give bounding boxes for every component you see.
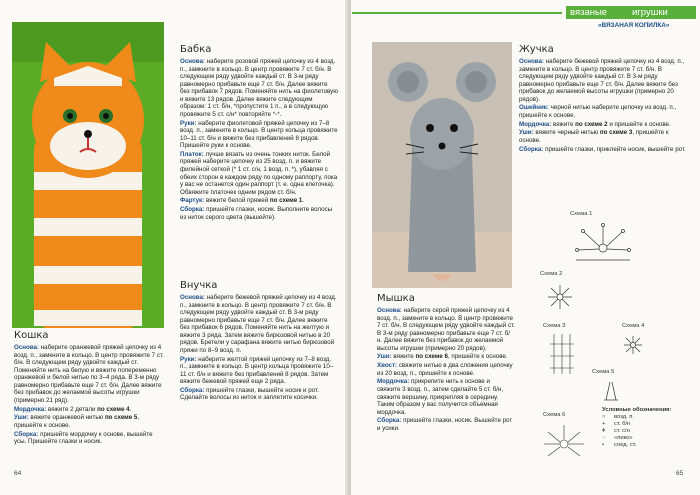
scheme-1-label: Схема 1 — [570, 211, 593, 217]
scheme-5-diagram — [600, 378, 622, 402]
picot-symbol-icon: ◌ — [602, 435, 606, 441]
myshka-sborka: Сборка: пришейте глазки, носик. Вышейте рот и усики. — [377, 417, 513, 432]
zhuchka-sborka: Сборка: пришейте глазки, приклейте носик, вышейте рот. — [519, 145, 686, 153]
myshka-mord: Мордочка: прикрепите нить к основе и свяжите 3 возд. п., затем сделайте 5 ст. б/н, свяжите вершину, прикрепляя в середину. Таким образом у вас получится объемная мордочка. — [377, 378, 504, 416]
babka-fartuk: Фартук: вяжите белой пряжей по схеме 1. — [180, 197, 305, 205]
zhuchka-title: Жучка — [519, 44, 554, 55]
babka-ruki: Руки: наберите фиолетовой пряжей цепочку из 7–8 возд. п., замкните в кольцо. В центр кольца провяжите 10–11 ст. б/н и вяжите без прибавлений 8 рядов. Пришейте руки к основе. — [180, 119, 338, 150]
vnuchka-sborka: Сборка: пришейте глазки, вышейте носик и рот. Сделайте волосы из ниток и заплетите косички. — [180, 386, 319, 402]
vnuchka-ruki: Руки: наберите желтой пряжей цепочку из 7–8 возд. п., замкните в кольцо. В центр кольца провяжите 10–11 ст. б/н и вяжите без прибавлений 8 рядов. Затем вяжите бежевой пряжей еще 2 ряда. — [180, 355, 334, 386]
koshka-ushi: Уши: вяжите оранжевой нитью по схеме 5, пришейте к основе. — [14, 414, 140, 429]
babka-sborka: Сборка: пришейте глазки, носик. Выполните волосы из ниток серого цвета (вышейте). — [180, 206, 333, 221]
scheme-2-label: Схема 2 — [540, 271, 563, 277]
zhuchka-mord: Мордочка: вяжите по схеме 2 и пришейте к основе. — [519, 120, 671, 128]
scheme-6-diagram — [540, 422, 588, 462]
koshka-title: Кошка — [14, 330, 49, 341]
legend-item: ○ возд. п. — [602, 414, 635, 420]
myshka-osnova: Основа: наберите серой пряжей цепочку из 4 возд. п., замкните в кольцо. В центр провяжите 7 ст. б/н. В следующем ряду удвойте каждый ст. В 3-м ряду равномерно прибавьте еще 7 ст. б/н. Далее вяжите без прибавок до желаемой высоты игрушки (примерно 20 рядов). — [377, 307, 515, 352]
scheme-2-diagram — [545, 282, 575, 312]
left-page — [0, 0, 349, 495]
page-number-right: 65 — [676, 470, 684, 477]
slip-stitch-symbol-icon: • — [602, 442, 605, 448]
babka-osnova: Основа: наберите розовой пряжей цепочку из 4 возд. п., замкните в кольцо. В центр провяжите 7 ст. б/н. В следующем ряду удвойте каждый ст. В 3-м ряду равномерно прибавьте еще 7 ст. б/н. Далее вяжите без прибавок 7 рядов. Поменяйте нить на фиолетовую и вяжите 13 рядов. Далее вяжите следующим образом: 1 ст. б/н, *пропустите 1 п., а в следующую провяжите 5 ст. с/н* повторяйте *-*. — [180, 58, 338, 118]
dc-symbol-icon: ǂ — [602, 428, 606, 434]
koshka-sborka: Сборка: пришейте мордочку к основе, вышейте усы. Пришейте глазки и носик. — [14, 430, 153, 446]
myshka-title: Мышка — [377, 293, 415, 304]
vnuchka-osnova: Основа: наберите бежевой пряжей цепочку из 4 возд. п., замкните в кольцо. В центр провяжите 7 ст. б/н. В следующем ряду удвойте каждый ст. В 3-м ряду равномерно прибавьте еще 7 ст. б/н. Далее вяжите без прибавок 6 рядов. Поменяйте нить на желтую и вяжите 3 ряда. Затем вяжите бирюзовой нитью в 20 рядов. Бретели у сарафана вяжите нитью бирюзовой пряжи по 8–9 возд. п. — [180, 294, 337, 354]
scheme-6-label: Схема 6 — [543, 412, 566, 418]
header-word-2: игрушки — [628, 6, 696, 19]
page-number-left: 64 — [14, 470, 22, 477]
sc-symbol-icon: + — [602, 421, 606, 427]
myshka-ushi: Уши: вяжите по схеме 6, пришейте к основе. — [377, 353, 508, 361]
babka-section — [180, 44, 338, 222]
legend-title: Условные обозначения: — [602, 407, 672, 413]
legend-item: + ст. б/н — [602, 421, 631, 427]
babka-platok: Платок: лучше вязать из очень тонких ниток. Белой пряжей наберите цепочку из 25 возд. п. и вяжите филейной сеткой (* 1 ст. с/н, 1 возд. п. *), убавляя с обеих сторон в каждом ряду по одному раппорту, пока у вас не останется один раппорт (т. е. одна клеточка). Обвяжите платочек одним рядом ст. б/н. — [180, 150, 338, 196]
mouse-toy-photo — [372, 42, 512, 288]
header-subtitle: «ВЯЗАНАЯ КОПИЛКА» — [598, 22, 670, 29]
scheme-1-diagram — [568, 220, 638, 268]
zhuchka-osheynik: Ошейник: черной нитью наберите цепочку из возд. п., пришейте к основе. — [519, 104, 677, 120]
chain-symbol-icon: ○ — [602, 414, 606, 420]
legend-item: ǂ ст. с/н — [602, 428, 630, 434]
scheme-4-label: Схема 4 — [622, 323, 645, 329]
header-rule — [352, 12, 562, 14]
scheme-5-label: Схема 5 — [592, 369, 615, 375]
zhuchka-ushi: Уши: вяжите черный нитью по схеме 3, пришейте к основе. — [519, 129, 669, 145]
vnuchka-section — [180, 280, 338, 403]
koshka-section — [14, 330, 164, 447]
babka-title: Бабка — [180, 44, 212, 55]
cat-toy-photo — [12, 22, 164, 328]
myshka-section — [377, 293, 515, 434]
header-word-1: вязаные — [566, 6, 628, 19]
vnuchka-title: Внучка — [180, 280, 218, 291]
zhuchka-osnova: Основа: наберите бежевой пряжей цепочку из 4 возд. п., замкните в кольцо. В центр провяжите 7 ст. б/н. В следующем ряду удвойте каждый ст. В 3-м ряду равномерно прибавьте еще 7 ст. б/н. Далее вяжите без прибавок до желаемой высоты игрушки (примерно 20 рядов). — [519, 58, 685, 103]
koshka-osnova: Основа: наберите оранжевой пряжей цепочку из 4 возд. п., замкните в кольцо. В центр провяжите 7 ст. б/н. В следующем ряду удвойте каждый ст. Поменяйте нить на белую и вяжите попеременно оранжевой и белой нитью по 3–4 ряда. В 3-м ряду равномерно прибавьте еще 7 ст. б/н. Далее вяжите без прибавок до желаемой высоты игрушки (примерно 21 ряд). — [14, 344, 164, 404]
myshka-hvost: Хвост: свяжите нитью в два сложения цепочку из 20 возд. п., пришейте к основе. — [377, 362, 513, 377]
scheme-3-label: Схема 3 — [543, 323, 566, 329]
zhuchka-section — [519, 44, 689, 155]
legend-item: • соед. ст. — [602, 442, 637, 448]
legend-item: ◌ «пико» — [602, 435, 633, 441]
legend — [602, 407, 694, 449]
scheme-4-diagram — [622, 334, 644, 356]
scheme-3-diagram — [548, 332, 578, 376]
koshka-mord: Мордочка: вяжите 2 детали по схеме 4. — [14, 405, 132, 413]
